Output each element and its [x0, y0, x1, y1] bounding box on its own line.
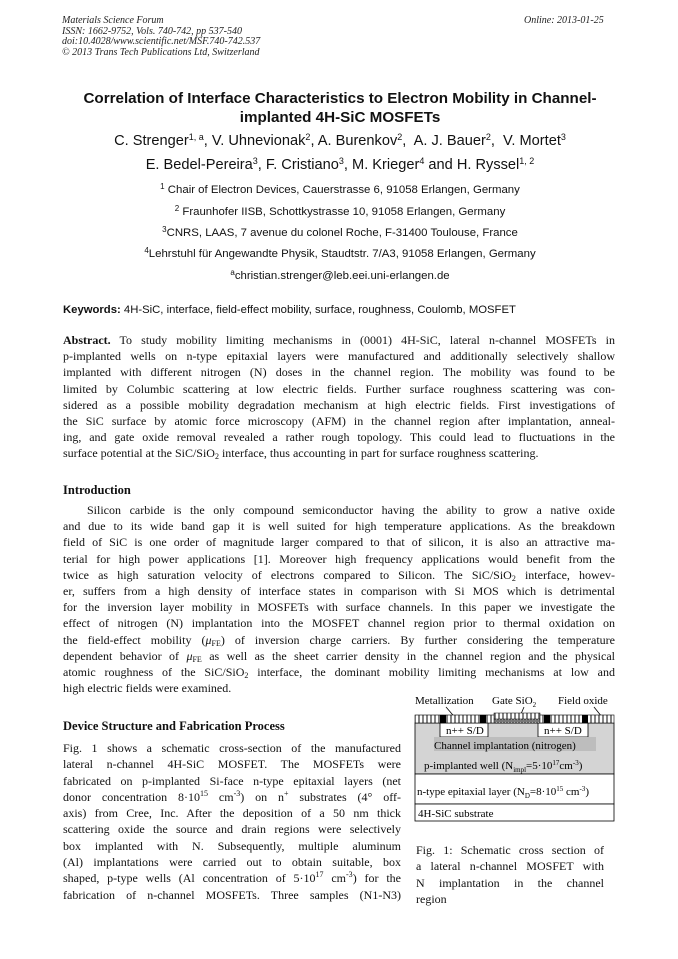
gate-metal — [494, 713, 540, 719]
contact-right — [582, 715, 588, 723]
p-well-label: p-implanted well $(N_{impl}=5\cdot 10^{17}cm^{-3})$ — [424, 759, 583, 774]
affiliation-1: $^1$ Chair of Electron Devices, Cauerstrasse 6, 91058 Erlangen, Germany — [160, 182, 520, 196]
journal-name: Materials Science Forum — [62, 15, 164, 26]
doi-line: doi:10.4028/www.scientific.net/MSF.740-742.537 — [62, 36, 261, 47]
affiliation-2: $^2$ Fraunhofer IISB, Schottkystrasse 10, 91058 Erlangen, Germany — [174, 204, 506, 218]
author: H. Ryssel — [456, 157, 520, 173]
drain-label: n++ S/D — [544, 725, 582, 737]
mosfet-cross-section-figure — [414, 691, 618, 823]
contact-left — [440, 715, 446, 723]
contact-mid-left — [480, 715, 486, 723]
affiliation-3: $^3$CNRS, LAAS, 7 avenue du colonel Roche, F-31400 Toulouse, France — [162, 225, 518, 239]
figure-caption: Fig. 1: Schematic cross section of a lateral n-channel MOSFET with N implantation in the channel region — [416, 843, 604, 906]
introduction-body: Silicon carbide is the only compound semiconductor having the ability to grow a native oxide and due to its wide band gap it is well suited for high temperature applications. As the breakdown field of SiC is one order of magnitude larger compared to that of silicon, it is also an attractive ma- terial for high power applications [1]. Moreover high frequency applications would benefit from the twice as high saturation velocity of electrons compared to Silicon. The SiC/SiO$_2$ interface, howev- er, suffers from a high density of interface states in comparison with Si MOS which is detrimental for the inversion layer mobility in MOSFETs with surface channels. In this paper we investigate the effect of nitrogen (N) implantation into the MOSFET channel region prior to thermal oxidation on the field-effect mobility $(\mu_{FE})$ of inversion charge carriers. By further considering the temperature dependent behavior of $\mu_{FE}$ as well as the sheet carrier density in the channel region and the physical atomic roughness of the SiC/SiO$_2$ interface, the dominant mobility limiting mechanisms at low and high electric fields were examined. — [63, 503, 616, 696]
metallization-label: Metallization — [415, 695, 474, 707]
paper-title: Correlation of Interface Characteristics to Electron Mobility in Channel- implanted 4H-SiC MOSFETs — [83, 90, 597, 126]
section-heading-device-structure: Device Structure and Fabrication Process — [63, 719, 285, 733]
substrate-label: 4H-SiC substrate — [418, 808, 494, 820]
field-oxide-label: Field oxide — [558, 695, 608, 707]
author: V. Mortet — [503, 133, 561, 149]
device-section-body: Fig. 1 shows a schematic cross-section of the manufactured lateral n-channel 4H-SiC MOSFET. The MOSFETs were fabricated on p-implanted Si-face n-type epitaxial layers (net donor concentration $8\cdot 10^{15}$ $cm^{-3}$) on n+ substrates (4° off- axis) from Cree, Inc. After the deposition of a 50 nm thick scattering oxide the source and drain regions were selectively box implanted with N. Subsequently, multiple aluminum (Al) implantations were carried out to obtain suitable, box shaped, p-type wells (Al concentration of $5\cdot 10^{17}$ $cm^{-3}$) for the fabrication of n-channel MOSFETs. Three samples (N1-N3) — [63, 741, 401, 902]
author: M. Krieger — [352, 157, 420, 173]
issn-line: ISSN: 1662-9752, Vols. 740-742, pp 537-540 — [62, 25, 242, 37]
author: A. Burenkov — [317, 133, 398, 149]
copyright-line: © 2013 Trans Tech Publications Ltd, Switzerland — [62, 46, 260, 58]
section-heading-introduction: Introduction — [63, 483, 131, 497]
source-label: n++ S/D — [446, 725, 484, 737]
abstract: Abstract. To study mobility limiting mechanisms in (0001) 4H-SiC, lateral n-channel MOSFETs in p-implanted wells on n-type epitaxial layers were manufactured and additionally selectively shallow implanted with different nitrogen (N) doses in the channel region. The mobility was found to be limited by Columbic scattering at low electric fields. Further surface roughness scattering was con- sidered as a possible mobility degradation mechanism at high electric fields. First investigations of the SiC surface by atomic force microscopy (AFM) in the channel region after implantation, anneal- ing, and gate oxide removal revealed a rather rough topology. This could lead to fluctuations in the surface potential at the SiC/SiO$_2$ interface, thus accounting in part for surface roughness scattering. — [63, 333, 615, 462]
author: A. J. Bauer — [413, 133, 486, 149]
author-line-1: C. Strenger$^{1, a}$, V. Uhnevionak$^2$, A. Burenkov$^2$, A. J. Bauer$^2$, V. Mortet$^3$ — [114, 132, 566, 149]
journal-header — [62, 16, 260, 58]
gate-oxide — [494, 719, 540, 723]
author: C. Strenger — [114, 133, 189, 149]
author: F. Cristiano — [265, 157, 339, 173]
author: E. Bedel-Pereira — [145, 157, 253, 173]
gate-oxide-label: Gate SiO$_2$ — [492, 695, 537, 709]
epitaxial-layer-label: n-type epitaxial layer ($N_D=8\cdot 10^{15}$ $cm^{-3}$) — [417, 785, 589, 800]
channel-label: Channel implantation (nitrogen) — [434, 740, 576, 752]
keywords: Keywords: 4H-SiC, interface, field-effect mobility, surface, roughness, Coulomb, MOSFET — [63, 304, 516, 316]
author-email: $^a$christian.strenger@leb.eei.uni-erlangen.de — [230, 268, 450, 282]
contact-mid-right — [544, 715, 550, 723]
author-line-2: E. Bedel-Pereira$^3$, F. Cristiano$^3$, M. Krieger$^4$ and H. Ryssel$^{1, 2}$ — [145, 156, 535, 173]
author: V. Uhnevionak — [211, 133, 306, 149]
affiliation-4: $^4$Lehrstuhl für Angewandte Physik, Staudtstr. 7/A3, 91058 Erlangen, Germany — [144, 246, 536, 260]
online-date: Online: 2013-01-25 — [524, 15, 604, 26]
